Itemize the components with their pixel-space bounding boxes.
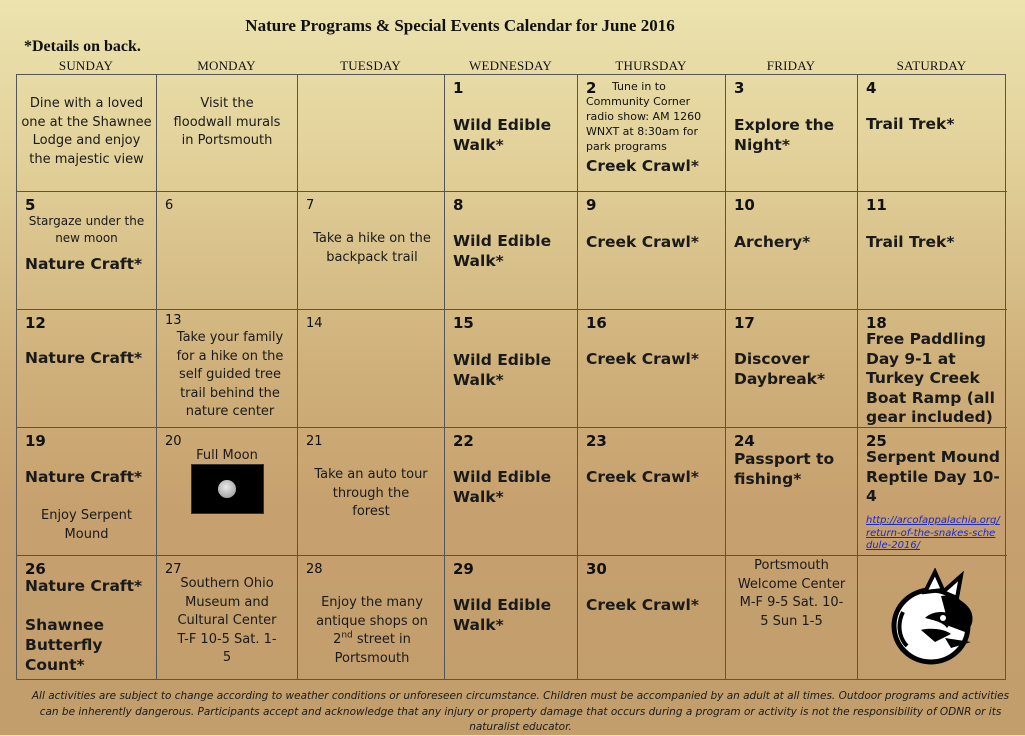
calendar-cell-june-25 [858,428,1007,556]
reptile-day-link[interactable]: http://arcofappalachia.org/return-of-the-snakes-schedule-2016/ [866,515,1000,551]
calendar-cell-june-14 [298,310,445,428]
cell-note: Take a hike on the backpack trail [313,231,431,265]
cell-note: Southern Ohio Museum and Cultural Center T-F 10-5 Sat. 1-5 [177,576,277,665]
calendar-cell [17,75,157,192]
cell-note [306,594,438,668]
date-number: 3 [734,79,745,97]
calendar-cell [157,75,298,192]
event-label: Archery* [734,233,811,251]
cell-note: Take your family for a hike on the self guided tree trail behind the nature center [176,330,284,419]
calendar-cell-june-29 [445,556,578,680]
details-note: *Details on back. [24,38,141,55]
date-number: 20 [165,434,182,449]
date-number: 29 [453,560,474,578]
date-number: 18 [866,314,887,332]
date-number: 5 [25,196,36,214]
event-label: Shawnee Butterfly Count* [25,616,105,674]
calendar-cell-june-12 [17,310,157,428]
day-header-wednesday: WEDNESDAY [469,58,552,73]
event-label: Discover Daybreak* [734,350,826,388]
disclaimer-footer: All activities are subject to change according to weather conditions or unforeseen circumstance. Children must be accompanied by an adult at all times. Outdoor programs and activities can be inherently dangerous. Participants accept and acknowledge that any injury or property damage that occurs during a program or activity is not the responsibility of ODNR or its naturalist educator. [31,690,1010,733]
calendar-cell-june-28 [298,556,445,680]
bird-logo-icon [891,568,979,666]
date-number: 7 [306,198,315,213]
day-header-monday: MONDAY [197,58,256,73]
calendar-cell-june-9 [578,192,726,310]
cell-note: Visit the floodwall murals in Portsmouth [173,96,281,148]
event-label: Wild Edible Walk* [453,116,552,154]
calendar-cell-june-2 [578,75,726,192]
date-number: 17 [734,314,755,332]
date-number: 1 [453,79,464,97]
calendar-cell [726,556,858,680]
event-label: Creek Crawl* [586,596,699,614]
day-header-friday: FRIDAY [766,58,816,73]
day-header-sunday: SUNDAY [58,58,114,73]
date-number: 6 [165,198,174,213]
event-label: Trail Trek* [866,233,955,251]
calendar-cell [858,556,1007,680]
cell-note: Dine with a loved one at the Shawnee Lodge and enjoy the majestic view [21,96,152,167]
date-number: 19 [25,432,46,450]
date-number: 21 [306,434,323,449]
event-label: Nature Craft* [25,255,143,273]
date-number: 2 [586,79,597,97]
event-label: Wild Edible Walk* [453,351,552,389]
date-number: 10 [734,196,755,214]
day-header-saturday: SATURDAY [896,58,967,73]
event-label: Serpent Mound Reptile Day 10-4 [866,448,1001,505]
event-label: Wild Edible Walk* [453,596,552,634]
calendar-cell-june-26 [17,556,157,680]
moon-disc [218,480,236,498]
date-number: 12 [25,314,46,332]
calendar-cell-june-17 [726,310,858,428]
calendar-cell-june-30 [578,556,726,680]
calendar-cell-june-15 [445,310,578,428]
event-label: Creek Crawl* [586,468,699,486]
cell-note: Take an auto tour through the forest [314,467,428,519]
calendar-cell [298,75,445,192]
event-label: Nature Craft* [25,577,143,595]
date-number: 9 [586,196,597,214]
event-label: Trail Trek* [866,115,955,133]
calendar-cell-june-8 [445,192,578,310]
calendar-cell-june-22 [445,428,578,556]
event-label: Free Paddling Day 9-1 at Turkey Creek Boat Ramp (all gear included) [866,330,995,426]
day-header-thursday: THURSDAY [615,58,687,73]
date-number: 14 [306,316,323,331]
note-text: Enjoy the many antique shops on 2 [316,595,428,647]
event-label: Creek Crawl* [586,350,699,368]
cell-note: Full Moon [196,448,258,463]
date-number: 22 [453,432,474,450]
calendar-cell-june-27 [157,556,298,680]
full-moon-image [191,464,264,514]
date-number: 25 [866,432,887,450]
ordinal-suffix: nd [341,630,353,641]
calendar-cell-june-6 [157,192,298,310]
event-label: Creek Crawl* [586,157,699,175]
event-label: Passport to fishing* [734,450,835,488]
calendar-cell-june-21 [298,428,445,556]
event-label: Nature Craft* [25,349,143,367]
day-headers [16,58,1006,75]
date-number: 28 [306,562,323,577]
calendar-cell-june-11 [858,192,1007,310]
date-number: 4 [866,79,877,97]
cell-note: Enjoy Serpent Mound [40,508,133,542]
calendar-cell-june-23 [578,428,726,556]
calendar-grid [16,74,1006,680]
calendar-cell-june-3 [726,75,858,192]
day-header-tuesday: TUESDAY [340,58,401,73]
date-number: 13 [165,313,182,328]
cell-note: Stargaze under the new moon [28,214,145,245]
event-label: Explore the Night* [734,116,835,154]
date-number: 26 [25,560,46,578]
note-text: street in Portsmouth [334,632,411,666]
event-label: Wild Edible Walk* [453,232,552,270]
date-number: 27 [165,562,182,577]
event-label: Wild Edible Walk* [453,468,552,506]
calendar-cell-june-16 [578,310,726,428]
radio-note: Tune in to Community Corner radio show: AM 1260 WNXT at 8:30am for park programs [586,80,702,153]
calendar-cell-june-19 [17,428,157,556]
calendar-cell-june-20 [157,428,298,556]
date-number: 11 [866,196,887,214]
calendar-cell-june-1 [445,75,578,192]
date-number: 23 [586,432,607,450]
date-number: 15 [453,314,474,332]
date-number: 8 [453,196,464,214]
calendar-title: Nature Programs & Special Events Calendar for June 2016 [245,16,675,35]
date-number: 16 [586,314,607,332]
calendar-cell-june-5 [17,192,157,310]
date-number: 24 [734,432,755,450]
date-number: 30 [586,560,607,578]
event-label: Creek Crawl* [586,233,699,251]
calendar-cell-june-10 [726,192,858,310]
calendar-cell-june-24 [726,428,858,556]
welcome-center-hours: Portsmouth Welcome Center M-F 9-5 Sat. 10-5 Sun 1-5 [737,558,846,629]
calendar-cell-june-13 [157,310,298,428]
event-label: Nature Craft* [25,468,143,486]
calendar-cell-june-4 [858,75,1007,192]
calendar-cell-june-7 [298,192,445,310]
calendar-cell-june-18 [858,310,1007,428]
